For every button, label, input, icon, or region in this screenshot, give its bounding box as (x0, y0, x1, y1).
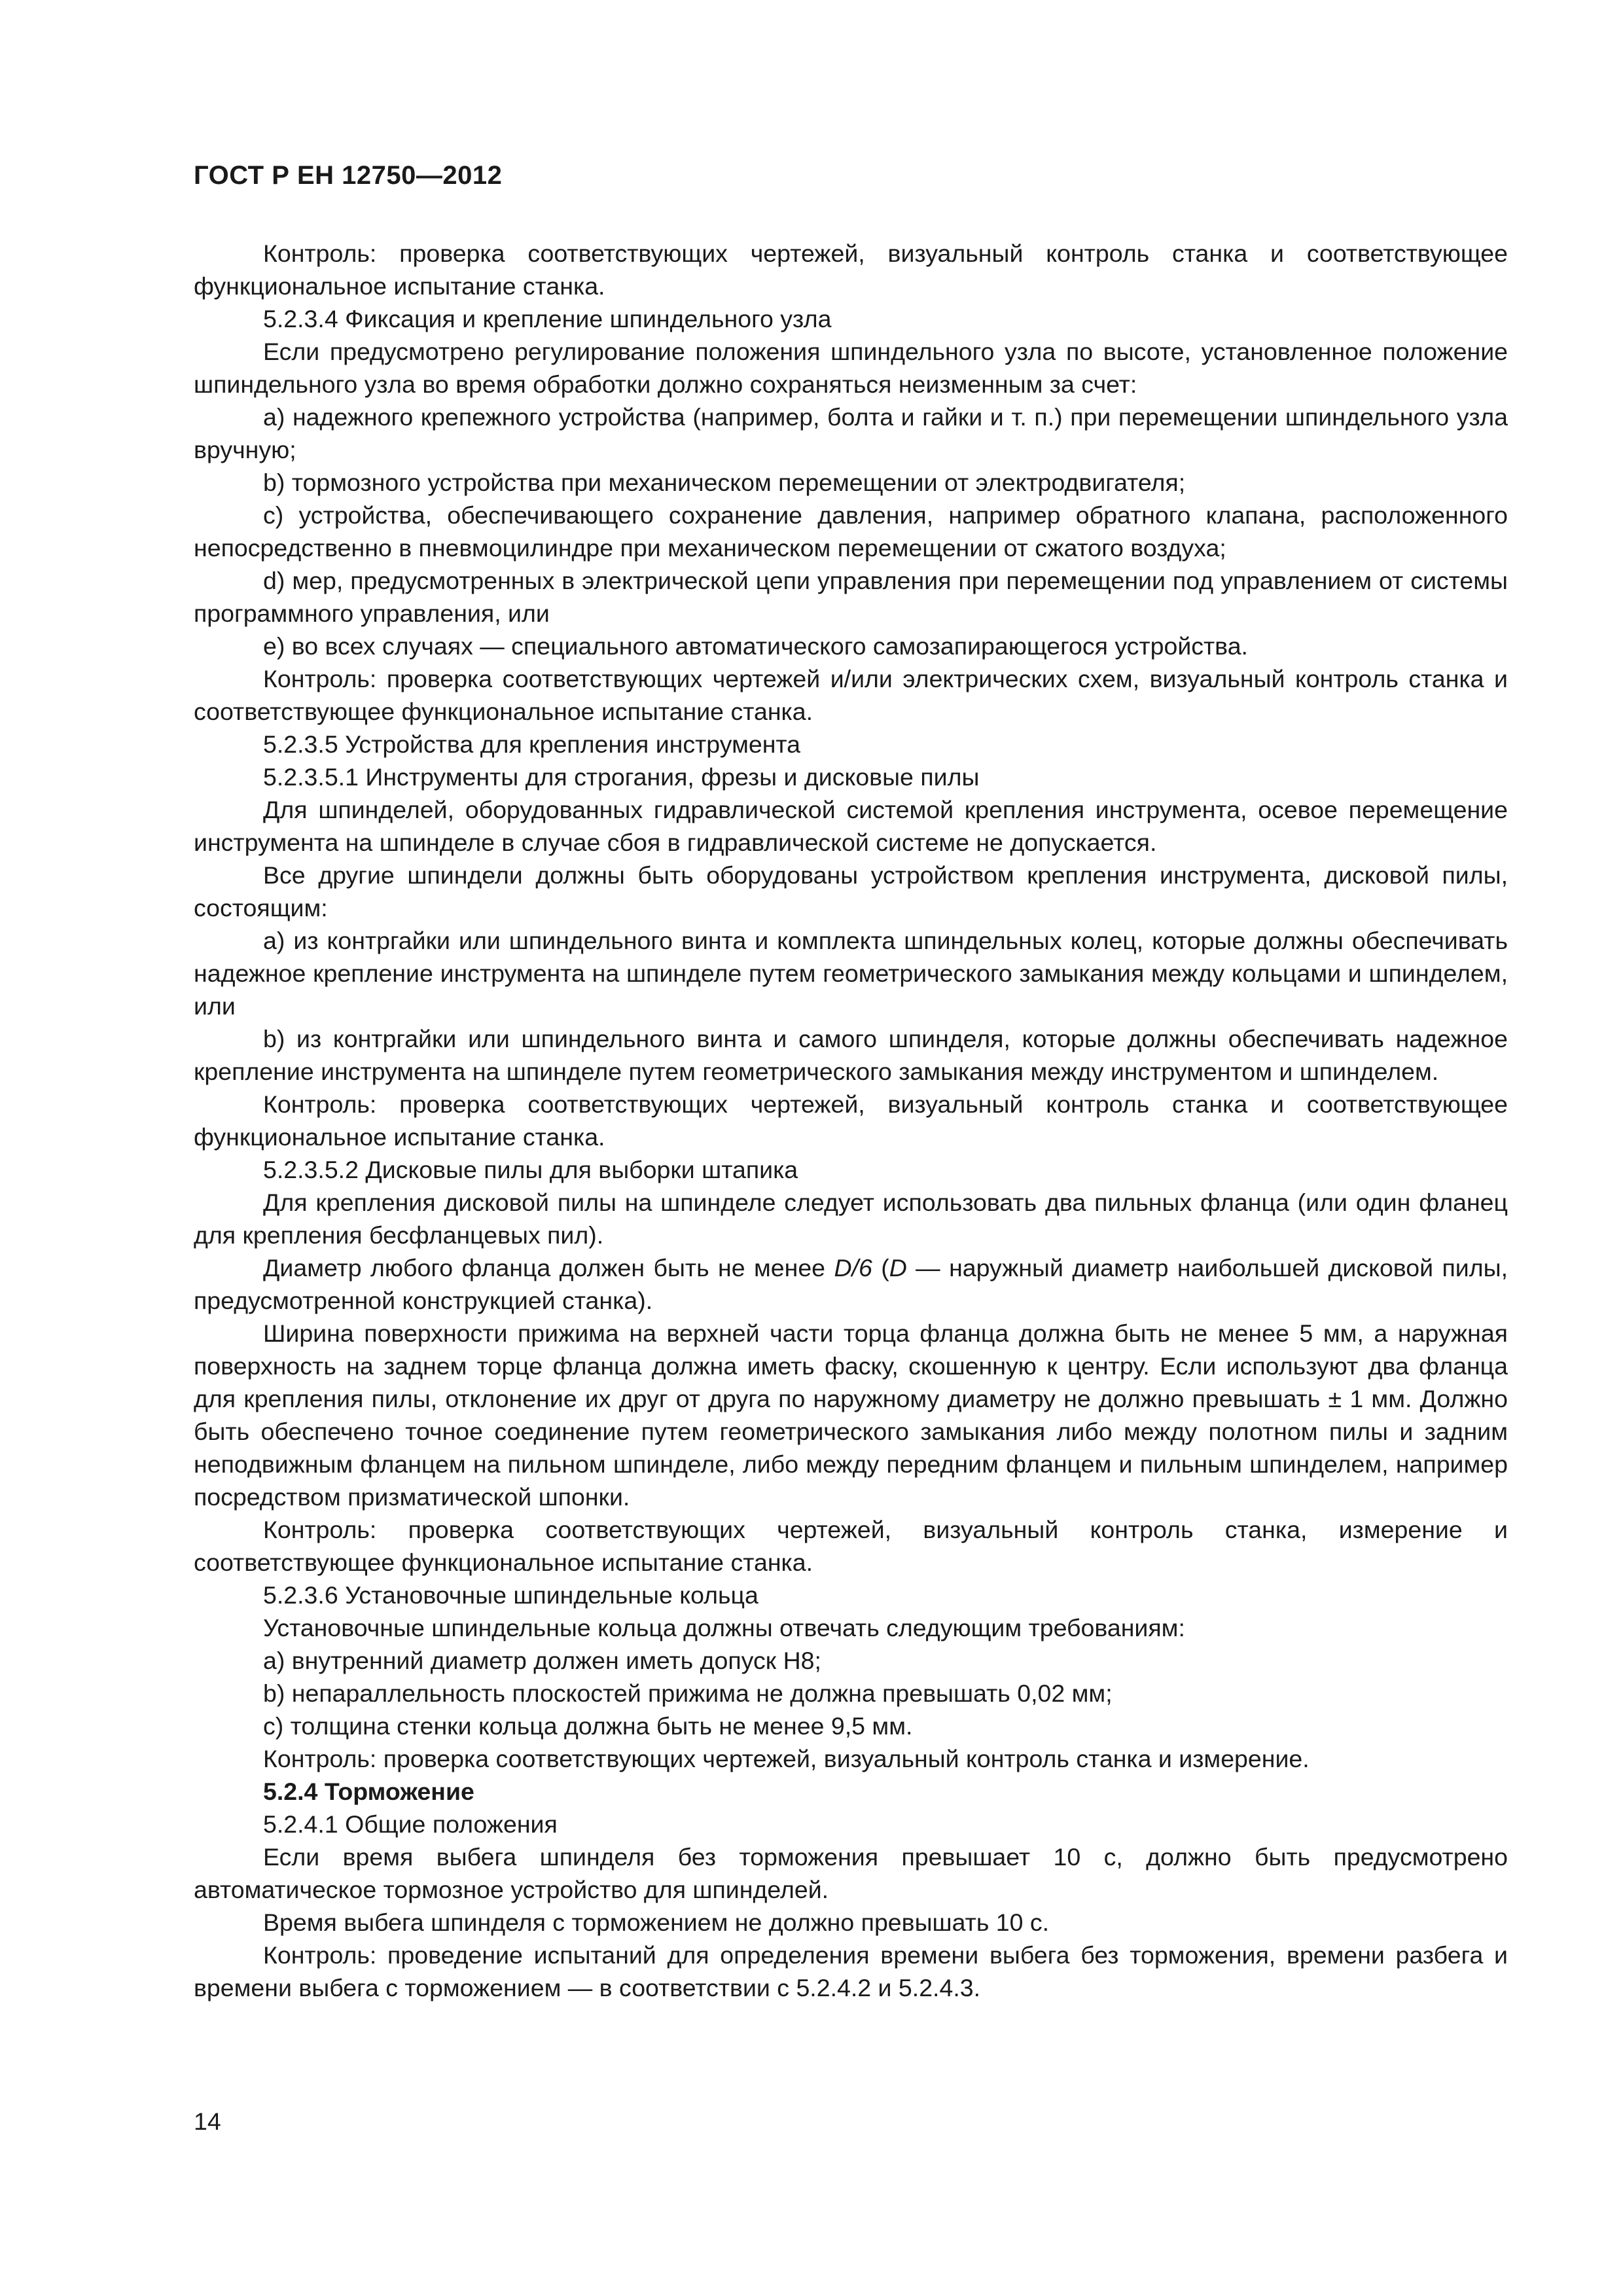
paragraph: Установочные шпиндельные кольца должны отвечать следующим требованиям: (263, 1614, 1185, 1641)
list-item: b) из контргайки или шпиндельного винта и самого шпинделя, которые должны обеспечивать надежное крепление инструмента на шпинделе путем геометрического замыкания между инструментом и шпинделем. (194, 1025, 1508, 1085)
paragraph: Время выбега шпинделя с торможением не должно превышать 10 с. (263, 1909, 1050, 1936)
list-item: d) мер, предусмотренных в электрической цепи управления при перемещении под управлением от системы программного управления, или (194, 567, 1508, 627)
paragraph: Для крепления дисковой пилы на шпинделе следует использовать два пильных фланца (или один фланец для крепления бесфланцевых пил). (194, 1189, 1508, 1249)
list-item: b) непараллельность плоскостей прижима не должна превышать 0,02 мм; (263, 1679, 1113, 1707)
section-heading: 5.2.3.6 Установочные шпиндельные кольца (263, 1581, 758, 1609)
formula-variable: D/6 (834, 1254, 872, 1282)
document-body (194, 237, 1508, 2004)
text-span: ( (872, 1254, 889, 1282)
paragraph: Для шпинделей, оборудованных гидравлической системой крепления инструмента, осевое перемещение инструмента на шпинделе в случае сбоя в гидравлической системе не допускается. (194, 796, 1508, 856)
paragraph: Контроль: проверка соответствующих чертежей, визуальный контроль станка и соответствующее функциональное испытание станка. (194, 240, 1508, 300)
section-heading: 5.2.3.4 Фиксация и крепление шпиндельного узла (263, 305, 832, 332)
list-item: e) во всех случаях — специального автоматического самозапирающегося устройства. (263, 632, 1248, 660)
paragraph: Ширина поверхности прижима на верхней части торца фланца должна быть не менее 5 мм, а наружная поверхность на заднем торце фланца должна иметь фаску, скошенную к центру. Если используют два фланца для крепления пилы, отклонение их друг от друга по наружному диаметру не должно превышать ± 1 мм. Должно быть обеспечено точное соединение путем геометрического замыкания либо между полотном пилы и задним неподвижным фланцем на пильном шпинделе, либо между передним фланцем и пильным шпинделем, например посредством призматической шпонки. (194, 1319, 1508, 1511)
paragraph: Контроль: проверка соответствующих чертежей, визуальный контроль станка и измерение. (263, 1745, 1310, 1772)
section-heading: 5.2.3.5 Устройства для крепления инструмента (263, 730, 801, 758)
list-item: а) внутренний диаметр должен иметь допуск H8; (263, 1647, 821, 1674)
paragraph: Если время выбега шпинделя без торможения превышает 10 с, должно быть предусмотрено автоматическое тормозное устройство для шпинделей. (194, 1843, 1508, 1903)
section-heading: 5.2.3.5.1 Инструменты для строгания, фрезы и дисковые пилы (263, 763, 980, 791)
paragraph-flange-diameter (194, 1251, 1508, 1317)
text-span: Диаметр любого фланца должен быть не менее (263, 1254, 834, 1282)
section-heading: 5.2.3.5.2 Дисковые пилы для выборки штапика (263, 1156, 798, 1183)
paragraph: Контроль: проведение испытаний для определения времени выбега без торможения, времени разбега и времени выбега с торможением — в соответствии с 5.2.4.2 и 5.2.4.3. (194, 1941, 1508, 2001)
paragraph: Контроль: проверка соответствующих чертежей и/или электрических схем, визуальный контроль станка и соответствующее функциональное испытание станка. (194, 665, 1508, 725)
paragraph: Все другие шпиндели должны быть оборудованы устройством крепления инструмента, дисковой пилы, состоящим: (194, 861, 1508, 922)
text-span: — наружный диаметр наибольшей дисковой пилы, предусмотренной конструкцией станка). (194, 1254, 1508, 1314)
paragraph: Контроль: проверка соответствующих чертежей, визуальный контроль станка и соответствующее функциональное испытание станка. (194, 1090, 1508, 1151)
list-item: c) толщина стенки кольца должна быть не менее 9,5 мм. (263, 1712, 913, 1740)
page-number: 14 (194, 2108, 221, 2135)
list-item: а) надежного крепежного устройства (например, болта и гайки и т. п.) при перемещении шпиндельного узла вручную; (194, 403, 1508, 463)
list-item: а) из контргайки или шпиндельного винта и комплекта шпиндельных колец, которые должны обеспечивать надежное крепление инструмента на шпинделе путем геометрического замыкания между кольцами и шпинделем, или (194, 927, 1508, 1020)
list-item: b) тормозного устройства при механическом перемещении от электродвигателя; (263, 469, 1186, 496)
document-header: ГОСТ Р ЕН 12750—2012 (194, 161, 503, 190)
paragraph: Контроль: проверка соответствующих чертежей, визуальный контроль станка, измерение и соответствующее функциональное испытание станка. (194, 1516, 1508, 1576)
paragraph: Если предусмотрено регулирование положения шпиндельного узла по высоте, установленное положение шпиндельного узла во время обработки должно сохраняться неизменным за счет: (194, 338, 1508, 398)
section-heading: 5.2.4.1 Общие положения (263, 1810, 558, 1838)
list-item: c) устройства, обеспечивающего сохранение давления, например обратного клапана, расположенного непосредственно в пневмоцилиндре при механическом перемещении от сжатого воздуха; (194, 501, 1508, 562)
section-heading-bold: 5.2.4 Торможение (263, 1778, 474, 1805)
formula-variable: D (889, 1254, 907, 1282)
